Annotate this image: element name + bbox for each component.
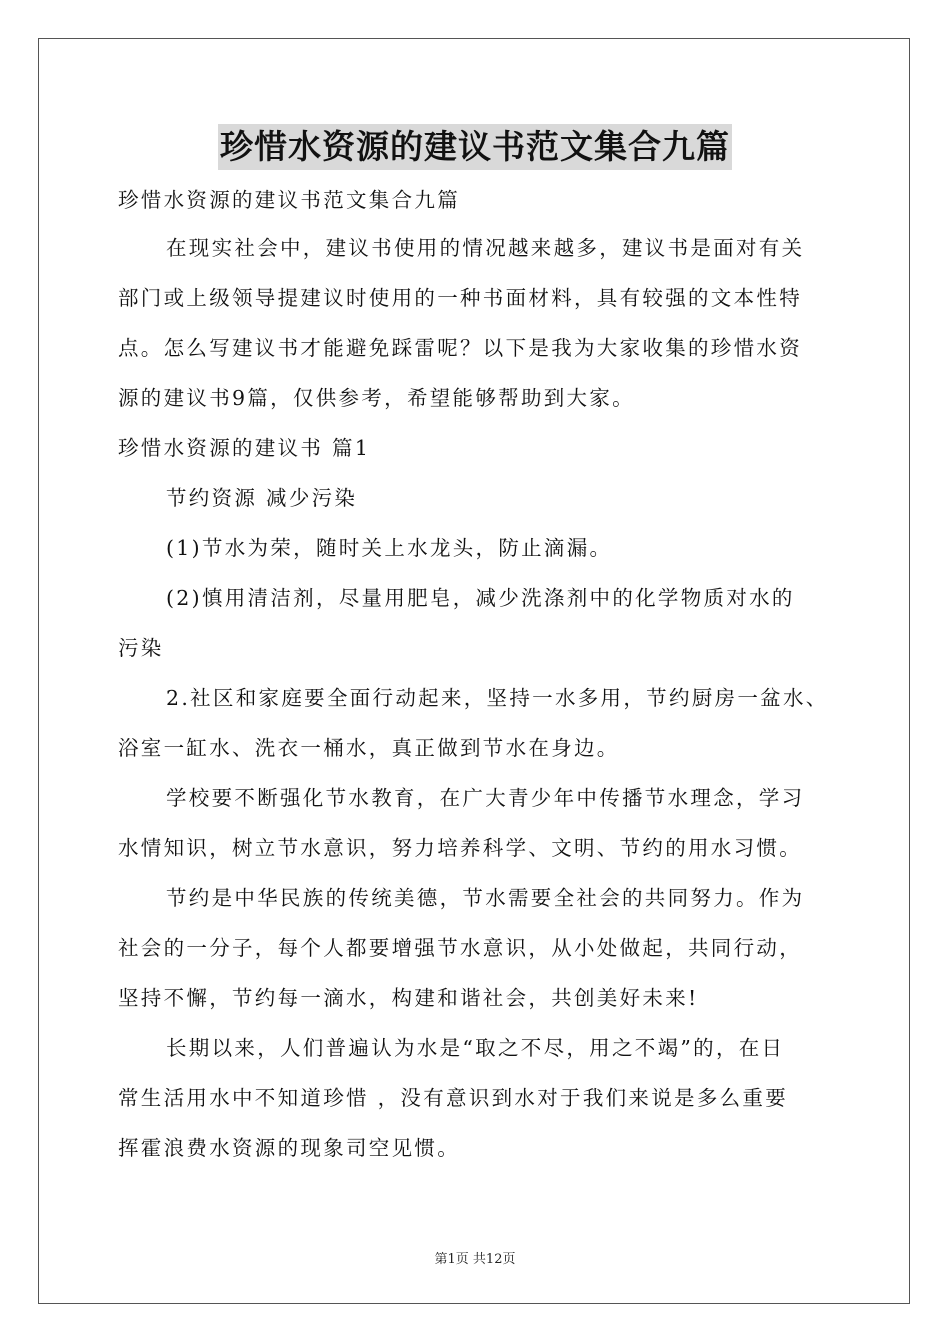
paragraph-line: 长期以来，人们普遍认为水是“取之不尽，用之不竭”的，在日 — [166, 1036, 785, 1060]
paragraph-line: 污染 — [118, 636, 164, 660]
paragraph-line: 在现实社会中，建议书使用的情况越来越多，建议书是面对有关 — [166, 236, 805, 260]
page-footer: 第1页 共12页 — [434, 1252, 516, 1267]
paragraph-line: 点。怎么写建议书才能避免踩雷呢？以下是我为大家收集的珍惜水资 — [118, 336, 802, 360]
paragraph-line: 挥霍浪费水资源的现象司空见惯。 — [118, 1136, 460, 1160]
paragraph-line: 节约资源 减少污染 — [166, 486, 358, 510]
paragraph-line: 浴室一缸水、洗衣一桶水，真正做到节水在身边。 — [118, 736, 620, 760]
paragraph-line: 部门或上级领导提建议时使用的一种书面材料，具有较强的文本性特 — [118, 286, 802, 310]
paragraph-line: 常生活用水中不知道珍惜 ，没有意识到水对于我们来说是多么重要 — [118, 1086, 789, 1110]
paragraph-line: 水情知识，树立节水意识，努力培养科学、文明、节约的用水习惯。 — [118, 836, 802, 860]
paragraph-line: 坚持不懈，节约每一滴水，构建和谐社会，共创美好未来! — [118, 986, 699, 1010]
paragraph-line: (1)节水为荣，随时关上水龙头，防止滴漏。 — [166, 536, 613, 560]
paragraph-line: (2)慎用清洁剂，尽量用肥皂，减少洗涤剂中的化学物质对水的 — [166, 586, 795, 610]
document-subtitle: 珍惜水资源的建议书范文集合九篇 — [118, 188, 460, 212]
paragraph-line: 学校要不断强化节水教育，在广大青少年中传播节水理念，学习 — [166, 786, 805, 810]
document-title: 珍惜水资源的建议书范文集合九篇 — [218, 124, 732, 170]
paragraph-line: 节约是中华民族的传统美德，节水需要全社会的共同努力。作为 — [166, 886, 805, 910]
section-heading: 珍惜水资源的建议书 篇1 — [118, 436, 371, 460]
paragraph-line: 2.社区和家庭要全面行动起来，坚持一水多用，节约厨房一盆水、 — [166, 686, 829, 710]
paragraph-line: 社会的一分子，每个人都要增强节水意识，从小处做起，共同行动， — [118, 936, 802, 960]
paragraph-line: 源的建议书9篇，仅供参考，希望能够帮助到大家。 — [118, 386, 635, 410]
page-border — [38, 38, 910, 1304]
